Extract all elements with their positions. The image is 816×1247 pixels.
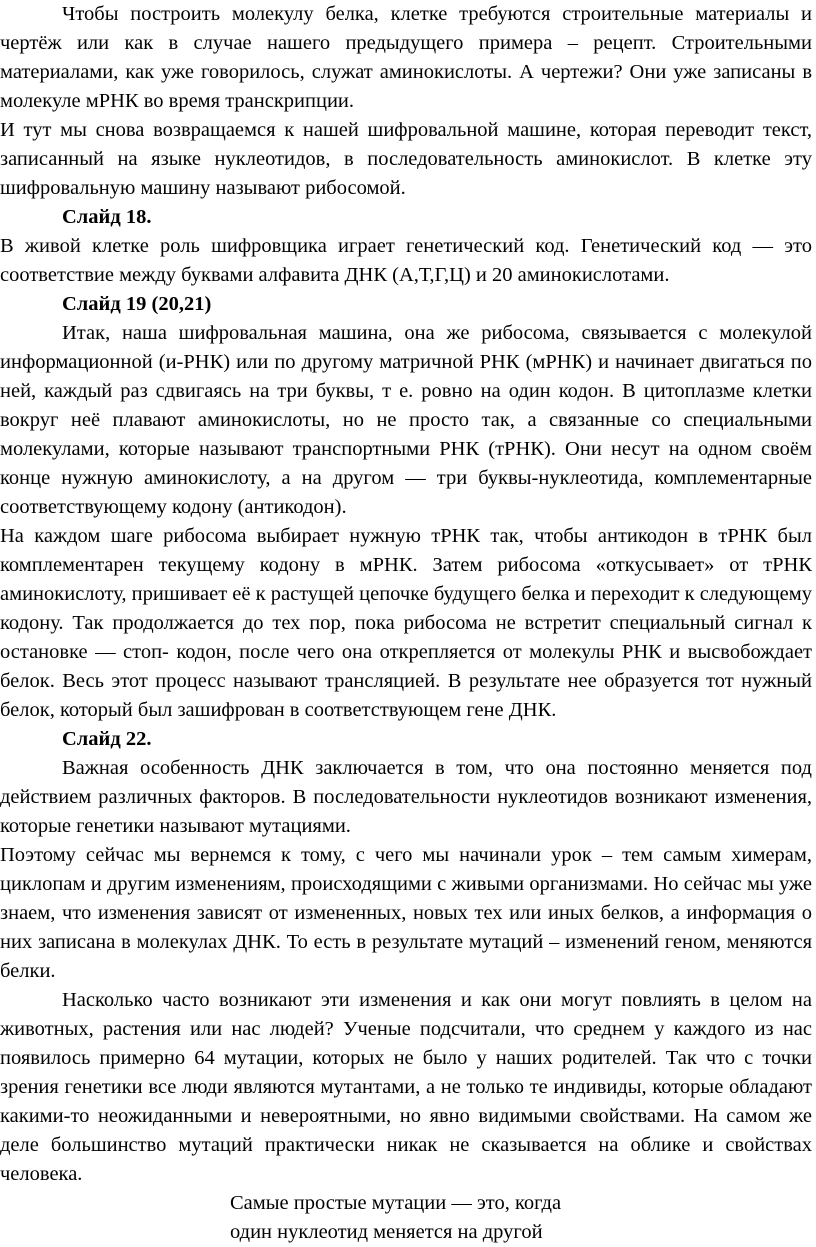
caption-line-1: Самые простые мутации — это, когда bbox=[230, 1192, 562, 1214]
heading-slide-18: Слайд 18. bbox=[62, 206, 152, 228]
caption-line-2: один нуклеотид меняется на другой bbox=[230, 1221, 543, 1243]
paragraph-chimeras: Поэтому сейчас мы вернемся к тому, с чего мы начинали урок – тем самым химерам, циклопам и другим изменениям, происходящими с живыми организмами. Но сейчас мы уже знаем, что изменения зависят от измененных, новых тех или иных белков, а информация о них записана в молекулах ДНК. То есть в результате мутаций – изменений геном, меняются белки. bbox=[0, 844, 812, 982]
paragraph-cipher-machine: И тут мы снова возвращаемся к нашей шифровальной машине, которая переводит текст, записанный на языке нуклеотидов, в последовательность аминокислот. В клетке эту шифровальную машину называют рибосомой. bbox=[0, 119, 812, 199]
paragraph-dna-mutations: Важная особенность ДНК заключается в том, что она постоянно меняется под действием различных факторов. В последовательности нуклеотидов возникают изменения, которые генетики называют мутациями. bbox=[0, 757, 812, 837]
caption bbox=[0, 1189, 812, 1247]
paragraph-translation: На каждом шаге рибосома выбирает нужную тРНК так, чтобы антикодон в тРНК был комплементарен текущему кодону в мРНК. Затем рибосома «откусывает» от тРНК аминокислоту, пришивает её к растущей цепочке будущего белка и переходит к следующему кодону. Так продолжается до тех пор, пока рибосома не встретит специальный сигнал к остановке — стоп- кодон, после чего она открепляется от молекулы РНК и высвобождает белок. Весь этот процесс называют трансляцией. В результате нее образуется тот нужный белок, который был зашифрован в соответствующем гене ДНК. bbox=[0, 525, 812, 721]
paragraph-genetic-code: В живой клетке роль шифровщика играет генетический код. Генетический код — это соответствие между буквами алфавита ДНК (А,Т,Г,Ц) и 20 аминокислотами. bbox=[0, 235, 812, 286]
heading-slide-22: Слайд 22. bbox=[62, 728, 152, 750]
heading-slide-19: Слайд 19 (20,21) bbox=[62, 293, 212, 315]
paragraph-mutation-frequency: Насколько часто возникают эти изменения и как они могут повлиять в целом на животных, растения или нас людей? Ученые подсчитали, что среднем у каждого из нас появилось примерно 64 мутации, которых не было у наших родителей. Так что с точки зрения генетики все люди являются мутантами, а не только те индивиды, которые обладают какими-то неожиданными и невероятными, но явно видимыми свойствами. На самом же деле большинство мутаций практически никак не сказывается на облике и свойствах человека. bbox=[0, 989, 812, 1185]
paragraph-ribosome-trna: Итак, наша шифровальная машина, она же рибосома, связывается с молекулой информационной (и-РНК) или по другому матричной РНК (мРНК) и начинает двигаться по ней, каждый раз сдвигаясь на три буквы, т е. ровно на один кодон. В цитоплазме клетки вокруг неё плавают аминокислоты, но не просто так, а связанные со специальными молекулами, которые называют транспортными РНК (тРНК). Они несут на одном своём конце нужную аминокислоту, а на другом — три буквы-нуклеотида, комплементарные соответствующему кодону (антикодон). bbox=[0, 322, 812, 518]
paragraph-ribosome-intro: Чтобы построить молекулу белка, клетке требуются строительные материалы и чертёж или как в случае нашего предыдущего примера – рецепт. Строительными материалами, как уже говорилось, служат аминокислоты. А чертежи? Они уже записаны в молекуле мРНК во время транскрипции. bbox=[0, 3, 812, 112]
